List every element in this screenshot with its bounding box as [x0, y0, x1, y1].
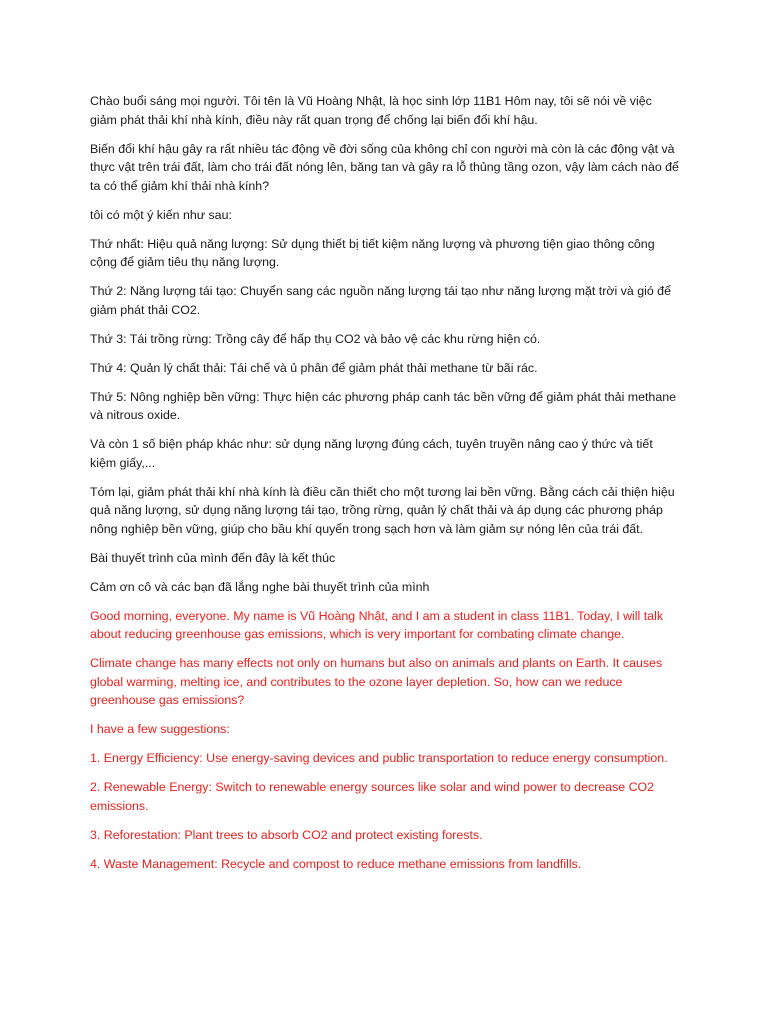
en-paragraph-point-3: 3. Reforestation: Plant trees to absorb CO2 and protect existing forests. [90, 827, 483, 842]
vi-paragraph-point-5: Thứ 5: Nông nghiệp bền vững: Thực hiện các phương pháp canh tác bền vững để giảm phát thải methane và nitrous oxide. [90, 389, 676, 422]
en-paragraph-point-4: 4. Waste Management: Recycle and compost to reduce methane emissions from landfills. [90, 856, 582, 871]
vi-paragraph-point-4: Thứ 4: Quản lý chất thải: Tái chế và ủ phân để giảm phát thải methane từ bãi rác. [90, 360, 538, 375]
vi-paragraph-greeting: Chào buổi sáng mọi người. Tôi tên là Vũ Hoàng Nhật, là học sinh lớp 11B1 Hôm nay, tôi sẽ nói về việc giảm phát thải khí nhà kính, điều này rất quan trọng để chống lại biến đổi khí hậu. [90, 94, 652, 127]
vi-paragraph-thanks: Cảm ơn cô và các bạn đã lắng nghe bài thuyết trình của mình [90, 579, 430, 594]
document-page [90, 92, 682, 884]
vi-paragraph-point-3: Thứ 3: Tái trồng rừng: Trồng cây để hấp thụ CO2 và bảo vệ các khu rừng hiện có. [90, 331, 541, 346]
en-paragraph-point-1: 1. Energy Efficiency: Use energy-saving devices and public transportation to reduce energy consumption. [90, 751, 668, 765]
vi-paragraph-point-1: Thứ nhất: Hiệu quả năng lượng: Sử dụng thiết bị tiết kiệm năng lượng và phương tiện giao thông công cộng để giảm tiêu thụ năng lượng. [90, 236, 655, 269]
vi-paragraph-point-2: Thứ 2: Năng lượng tái tạo: Chuyển sang các nguồn năng lượng tái tạo như năng lượng mặt trời và gió để giảm phát thải CO2. [90, 284, 671, 317]
vi-paragraph-closing: Bài thuyết trình của mình đến đây là kết thúc [90, 550, 336, 565]
en-paragraph-climate-impact: Climate change has many effects not only on humans but also on animals and plants on Earth. It causes global warming, melting ice, and contributes to the ozone layer depletion. So, how can we reduce greenhouse gas emissions? [90, 656, 663, 707]
en-paragraph-point-2: 2. Renewable Energy: Switch to renewable energy sources like solar and wind power to decrease CO2 emissions. [90, 780, 655, 813]
vi-paragraph-climate-impact: Biến đổi khí hậu gây ra rất nhiều tác động về đời sống của không chỉ con người mà còn là các động vật và thực vật trên trái đất, làm cho trái đất nóng lên, băng tan và gây ra lỗ thủng tầng ozon, vậy làm cách nào để ta có thể giảm khí thải nhà kính? [90, 141, 679, 193]
en-paragraph-suggestions: I have a few suggestions: [90, 722, 230, 736]
vi-paragraph-other-measures: Và còn 1 số biện pháp khác như: sử dụng năng lượng đúng cách, tuyên truyền nâng cao ý thức và tiết kiệm giấy,... [90, 437, 653, 470]
en-paragraph-greeting: Good morning, everyone. My name is Vũ Hoàng Nhật, and I am a student in class 11B1. Today, I will talk about reducing greenhouse gas emissions, which is very important for combating climate change. [90, 608, 664, 641]
vi-paragraph-summary: Tóm lại, giảm phát thải khí nhà kính là điều cần thiết cho một tương lai bền vững. Bằng cách cải thiện hiệu quả năng lượng, sử dụng năng lượng tái tạo, trồng rừng, quản lý chất thải và áp dụng các phương pháp nông nghiệp bền vững, giúp cho bầu khí quyển trong sạch hơn và làm giảm sự nóng lên của trái đất. [90, 484, 675, 536]
vi-paragraph-intro-ideas: tôi có một ý kiến như sau: [90, 207, 232, 222]
